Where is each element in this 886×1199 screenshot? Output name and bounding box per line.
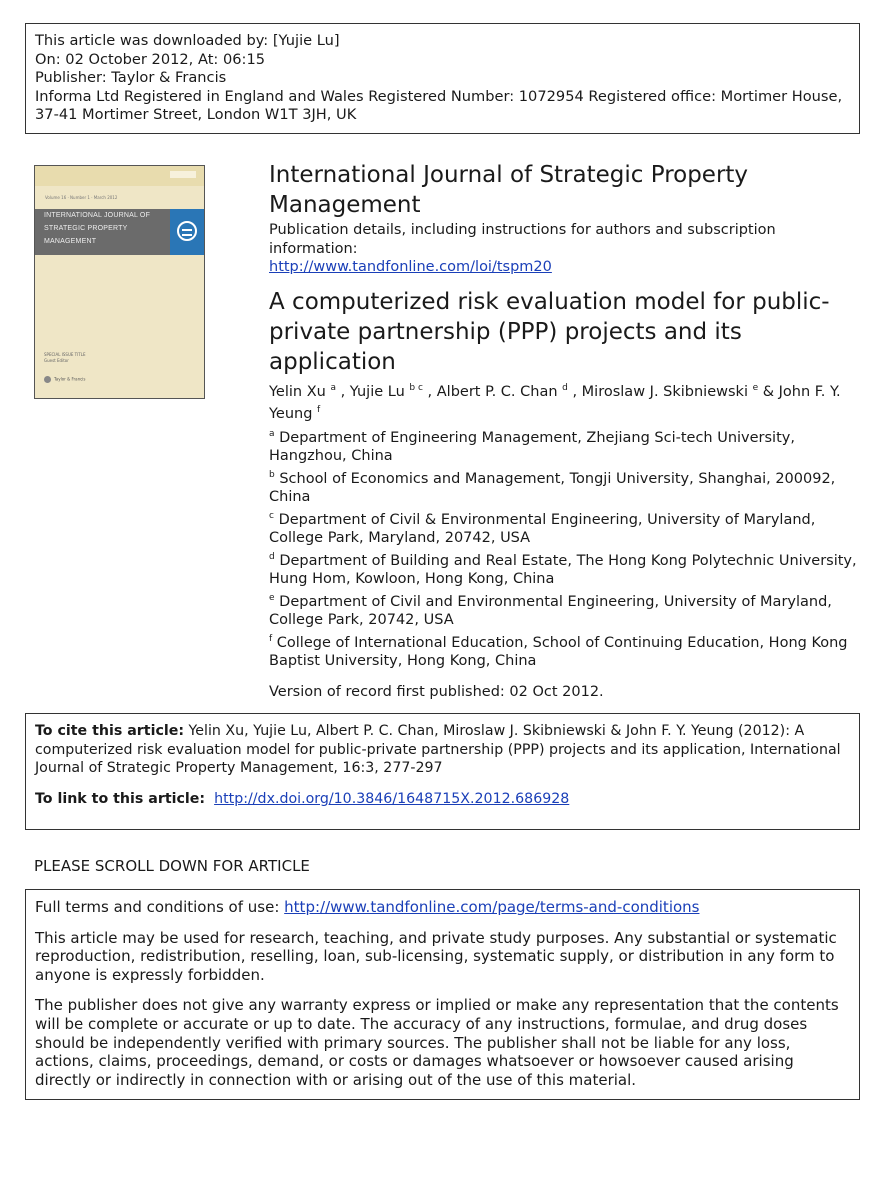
affiliation-mark: d (269, 551, 275, 562)
affiliation-mark: e (269, 592, 275, 603)
cover-label-tag (170, 171, 196, 178)
affiliation-item (269, 429, 861, 466)
doi-link[interactable]: http://dx.doi.org/10.3846/1648715X.2012.686928 (214, 790, 570, 807)
journal-cover-image (34, 165, 205, 399)
author-affil-mark: f (317, 404, 321, 415)
citation-text-block (35, 722, 850, 778)
cover-band-line-2: STRATEGIC PROPERTY (44, 225, 128, 232)
cover-volume-line: Volume 16 · Number 1 · March 2012 (45, 195, 118, 200)
author-name: Albert P. C. Chan (436, 383, 558, 400)
terms-link-row (35, 898, 850, 917)
terms-warranty-paragraph: The publisher does not give any warranty express or implied or make any representation that the contents will be complete or accurate or up to date. The accuracy of any instructions, formulae, and drug doses should be independently verified with primary sources. The publisher shall not be liable for any loss, actions, claims, proceedings, demand, or costs or damages whatsoever or howsoever caused arising directly or indirectly in connection with or arising out of the use of this material. (35, 996, 839, 1089)
affiliation-item (269, 511, 861, 548)
author-affil-mark: a (330, 382, 336, 393)
journal-title: International Journal of Strategic Property Management (269, 162, 749, 218)
affiliation-text: Department of Engineering Management, Zhejiang Sci-tech University, Hangzhou, China (269, 429, 795, 464)
author-name: John F. Y. Yeung (269, 383, 841, 422)
affiliation-text: School of Economics and Management, Tongji University, Shanghai, 200092, China (269, 470, 836, 505)
cover-band-line-1: INTERNATIONAL JOURNAL OF (44, 212, 151, 219)
download-line-downloaded-by: This article was downloaded by: [Yujie Lu] (35, 32, 340, 49)
author-name: Yelin Xu (269, 383, 326, 400)
article-title: A computerized risk evaluation model for public-private partnership (PPP) projects and its application (269, 288, 830, 375)
author-name: Yujie Lu (349, 383, 405, 400)
article-link-row (35, 790, 850, 809)
terms-label: Full terms and conditions of use: (35, 898, 280, 916)
scroll-down-note: PLEASE SCROLL DOWN FOR ARTICLE (34, 857, 310, 875)
cover-title-band (35, 209, 170, 255)
terms-link[interactable]: http://www.tandfonline.com/page/terms-and-conditions (284, 898, 700, 916)
cover-special-issue (44, 352, 86, 364)
terms-usage-paragraph: This article may be used for research, teaching, and private study purposes. Any substantial or systematic reproduction, redistribution, reselling, loan, sub-licensing, systematic supply, or distribution in any form to anyone is expressly forbidden. (35, 928, 837, 984)
download-line-publisher: Publisher: Taylor & Francis (35, 69, 227, 87)
affiliation-mark: b (269, 469, 275, 480)
cover-band-line-3: MANAGEMENT (44, 238, 97, 245)
affiliation-item (269, 470, 861, 507)
affiliation-mark: a (269, 428, 275, 439)
cover-special-line-1: SPECIAL ISSUE TITLE (44, 352, 86, 357)
author-separator: & (758, 383, 779, 400)
affiliation-text: College of International Education, School of Continuing Education, Hong Kong Baptist University, Hong Kong, China (269, 634, 848, 669)
cover-emblem-box (170, 209, 205, 255)
author-affil-mark: d (562, 382, 568, 393)
download-line-date: On: 02 October 2012, At: 06:15 (35, 50, 266, 68)
download-line-registered-office: Informa Ltd Registered in England and Wales Registered Number: 1072954 Registered office: Mortimer House, 37-41 Mortimer Street, London W1T 3JH, UK (35, 87, 843, 124)
affiliation-item (269, 593, 861, 630)
publication-details-text: Publication details, including instructions for authors and subscription information: (269, 222, 776, 257)
article-header (269, 160, 861, 701)
author-separator: , (335, 383, 350, 400)
author-affil-mark: b c (409, 382, 423, 393)
cover-emblem-icon (177, 221, 197, 241)
cover-special-line-2: Guest Editor (44, 358, 69, 363)
cover-publisher-logo (44, 376, 86, 383)
author-list (269, 381, 861, 425)
version-of-record: Version of record first published: 02 Oct 2012. (269, 683, 604, 700)
affiliation-mark: c (269, 510, 274, 521)
publisher-logo-icon (44, 376, 51, 383)
author-separator: , (567, 383, 582, 400)
author-separator: , (422, 383, 437, 400)
terms-box (25, 889, 860, 1100)
affiliation-text: Department of Civil & Environmental Engineering, University of Maryland, College Park, Maryland, 20742, USA (269, 511, 816, 546)
link-label: To link to this article: (35, 790, 206, 807)
affiliation-item (269, 552, 861, 589)
citation-text: Yelin Xu, Yujie Lu, Albert P. C. Chan, Miroslaw J. Skibniewski & John F. Y. Yeung (2012): A computerized risk evaluation model for public-private partnership (PPP) projects and its application, International Journal of Strategic Property Management, 16:3, 277-297 (35, 723, 841, 777)
affiliation-mark: f (269, 633, 273, 644)
affiliation-text: Department of Building and Real Estate, The Hong Kong Polytechnic University, Hung Hom, Kowloon, Hong Kong, China (269, 552, 857, 587)
journal-url-link[interactable]: http://www.tandfonline.com/loi/tspm20 (269, 259, 552, 275)
citation-box (25, 713, 860, 830)
author-name: Miroslaw J. Skibniewski (581, 383, 748, 400)
publication-details (269, 221, 861, 277)
affiliation-text: Department of Civil and Environmental Engineering, University of Maryland, College Park, 20742, USA (269, 593, 832, 628)
cover-publisher-name: Taylor & Francis (54, 376, 86, 382)
affiliation-item (269, 634, 861, 671)
download-notice-box (25, 23, 860, 134)
cite-label: To cite this article: (35, 723, 185, 739)
cover-top-strip (35, 166, 204, 186)
author-affil-mark: e (752, 382, 759, 393)
